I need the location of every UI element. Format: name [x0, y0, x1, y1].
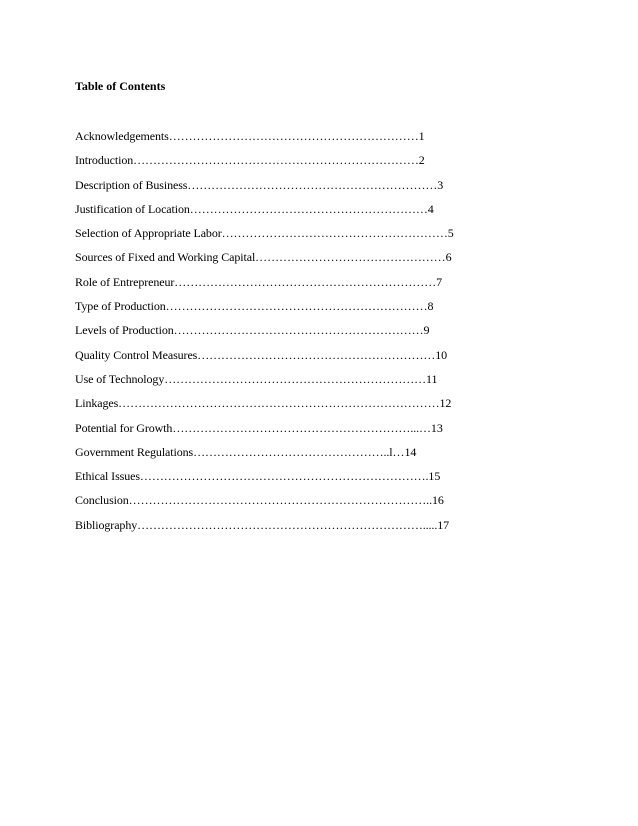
toc-heading: Table of Contents [75, 79, 166, 93]
toc-entry-acknowledgements: Acknowledgements………………………………………………………1 [75, 129, 425, 143]
toc-entry-linkages: Linkages………………………………………………………………………12 [75, 396, 452, 411]
toc-entry-bibliography: Bibliography……………………………………………………………….....17 [75, 517, 450, 532]
toc-entry-justification-of-location: Justification of Location……………………………………………………4 [75, 201, 434, 216]
toc-entry-quality-control: Quality Control Measures……………………………………………………10 [75, 347, 448, 362]
toc-entry-selection-of-labor: Selection of Appropriate Labor…………………………………………………5 [75, 226, 454, 241]
toc-entry-government-regulations: Government Regulations…………………………………………..l…14 [75, 444, 417, 459]
toc-list [75, 129, 455, 542]
toc-entry-type-of-production: Type of Production…………………………………………………………8 [75, 299, 434, 314]
toc-entry-description-of-business: Description of Business………………………………………………………3 [75, 177, 444, 192]
toc-entry-introduction: Introduction………………………………………………………………2 [75, 153, 425, 168]
toc-entry-levels-of-production: Levels of Production………………………………………………………9 [75, 323, 430, 338]
toc-entry-role-of-entrepreneur: Role of Entrepreneur…………………………………………………………7 [75, 274, 442, 289]
toc-entry-ethical-issues: Ethical Issues……………………………………………………………….15 [75, 469, 441, 484]
toc-entry-conclusion: Conclusion…………………………………………………………………..16 [75, 493, 444, 508]
toc-entry-potential-for-growth: Potential for Growth……………………………………………………...…13 [75, 420, 443, 435]
toc-entry-sources-of-capital: Sources of Fixed and Working Capital…………………………………………6 [75, 250, 452, 265]
toc-entry-use-of-technology: Use of Technology…………………………………………………………11 [75, 371, 438, 386]
